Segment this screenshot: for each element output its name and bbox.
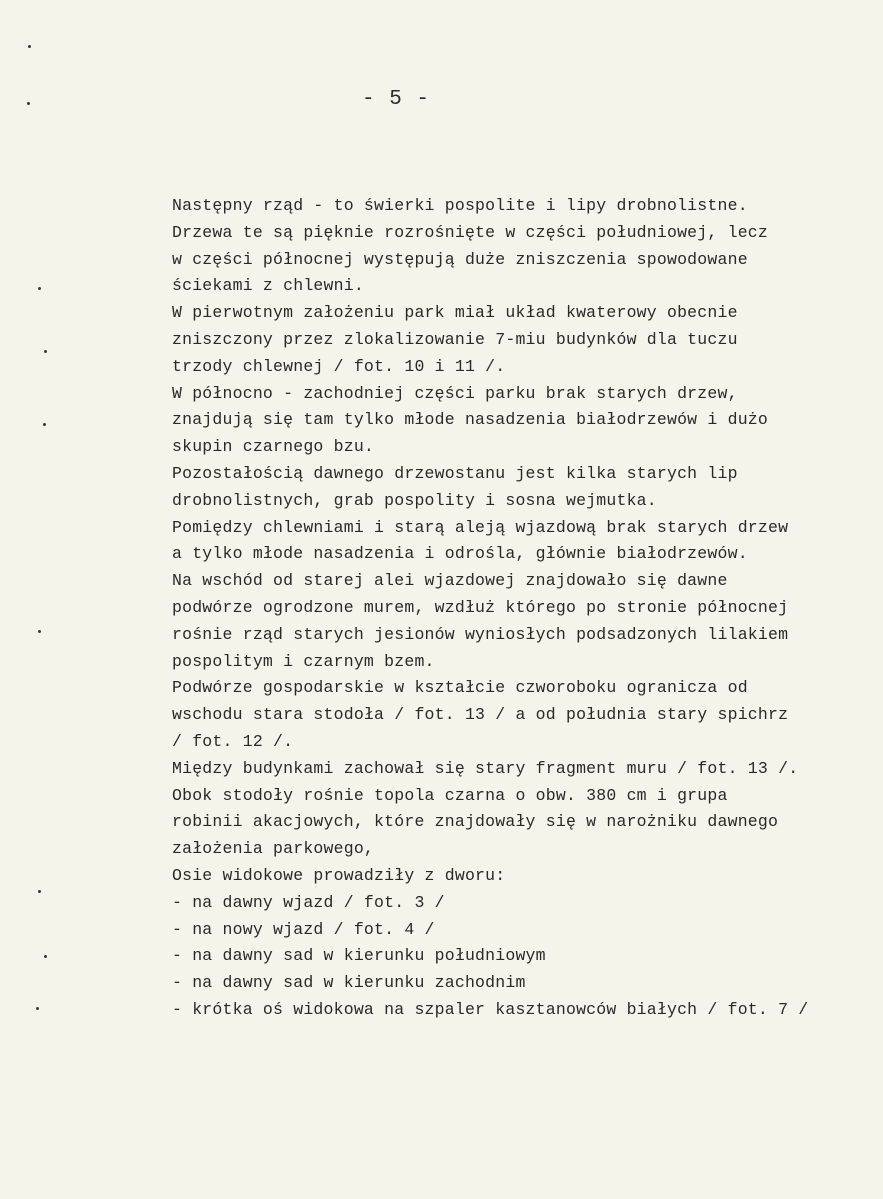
text-line: Drzewa te są pięknie rozrośnięte w części południowej, lecz <box>172 222 768 242</box>
text-line: a tylko młode nasadzenia i odrośla, głównie białodrzewów. <box>172 544 748 564</box>
text-line: drobnolistnych, grab pospolity i sosna wejmutka. <box>172 490 657 510</box>
text-line: W północno - zachodniej części parku brak starych drzew, <box>172 383 738 403</box>
scan-speck <box>36 1007 39 1010</box>
text-line: Pozostałością dawnego drzewostanu jest kilka starych lip <box>172 463 738 483</box>
text-line: Na wschód od starej alei wjazdowej znajdowało się dawne <box>172 571 728 591</box>
body-text <box>172 193 872 1024</box>
text-line: Osie widokowe prowadziły z dworu: <box>172 865 506 885</box>
scan-speck <box>28 45 31 48</box>
scan-speck <box>27 102 30 105</box>
text-line: Pomiędzy chlewniami i starą aleją wjazdową brak starych drzew <box>172 517 789 537</box>
scan-speck <box>38 890 41 893</box>
text-line: - na dawny wjazd / fot. 3 / <box>172 892 445 912</box>
scan-speck <box>44 350 47 353</box>
page-number: - 5 - <box>361 88 430 111</box>
text-line: w części północnej występują duże zniszczenia spowodowane <box>172 249 748 269</box>
text-line: trzody chlewnej / fot. 10 i 11 /. <box>172 356 506 376</box>
text-line: podwórze ogrodzone murem, wzdłuż którego po stronie północnej <box>172 597 789 617</box>
text-line: pospolitym i czarnym bzem. <box>172 651 435 671</box>
text-line: / fot. 12 /. <box>172 731 294 751</box>
text-line: - na nowy wjazd / fot. 4 / <box>172 919 435 939</box>
scan-speck <box>44 955 47 958</box>
text-line: - na dawny sad w kierunku południowym <box>172 946 546 966</box>
scan-speck <box>43 423 46 426</box>
text-line: W pierwotnym założeniu park miał układ kwaterowy obecnie <box>172 303 738 323</box>
text-line: robinii akacjowych, które znajdowały się w narożniku dawnego <box>172 812 779 832</box>
text-line: Następny rząd - to świerki pospolite i lipy drobnolistne. <box>172 196 748 215</box>
text-line: znajdują się tam tylko młode nasadzenia białodrzewów i dużo <box>172 410 768 430</box>
text-line: zniszczony przez zlokalizowanie 7-miu budynków dla tuczu <box>172 329 738 349</box>
scan-speck <box>38 287 41 290</box>
text-line: ściekami z chlewni. <box>172 276 364 296</box>
text-line: skupin czarnego bzu. <box>172 437 375 457</box>
text-line: Obok stodoły rośnie topola czarna o obw. 380 cm i grupa <box>172 785 728 805</box>
text-line: założenia parkowego, <box>172 839 375 859</box>
text-line: Podwórze gospodarskie w kształcie czworoboku ogranicza od <box>172 678 748 698</box>
text-line: - krótka oś widokowa na szpaler kasztanowców białych / fot. 7 / <box>172 999 809 1019</box>
text-line: - na dawny sad w kierunku zachodnim <box>172 973 526 993</box>
scan-speck <box>38 630 41 633</box>
text-line: rośnie rząd starych jesionów wyniosłych podsadzonych lilakiem <box>172 624 789 644</box>
text-line: wschodu stara stodoła / fot. 13 / a od południa stary spichrz <box>172 705 789 725</box>
text-line: Między budynkami zachował się stary fragment muru / fot. 13 /. <box>172 758 799 778</box>
